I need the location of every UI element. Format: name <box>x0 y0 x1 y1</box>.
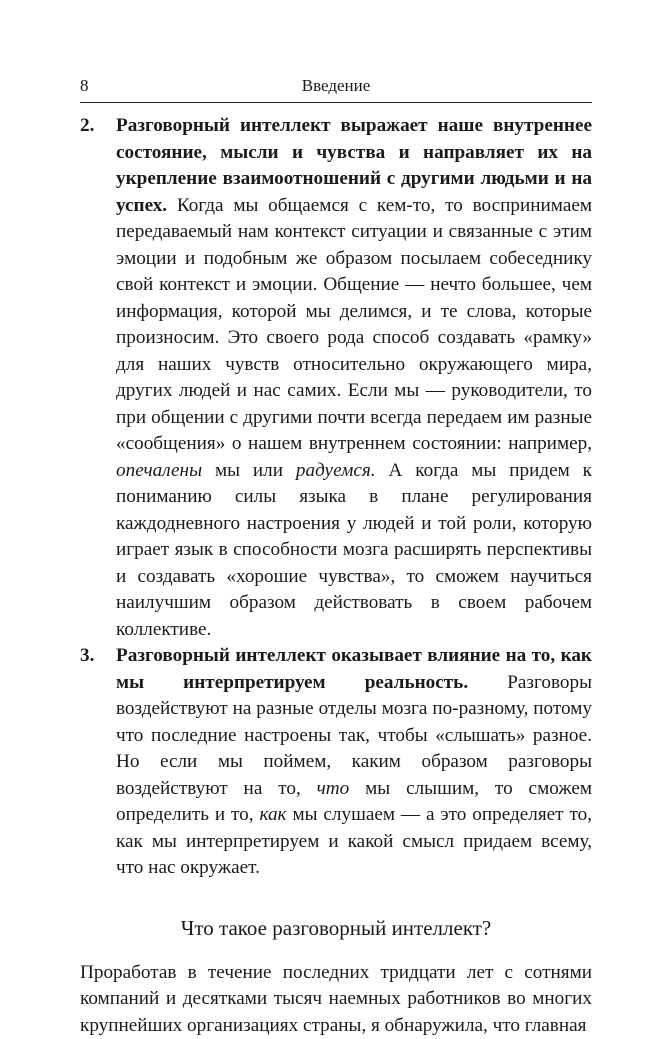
italic-word: радуемся. <box>296 460 376 481</box>
italic-word: опечалены <box>116 460 202 481</box>
list-item-number: 3. <box>80 643 116 882</box>
list-item-text <box>116 643 592 882</box>
page-number: 8 <box>80 76 89 96</box>
bold-lead-sentence: Разговорный интеллект оказывает влияние на то, как мы интерпретируем реальность. <box>116 645 592 693</box>
list-item-text <box>116 113 592 643</box>
body-text: Разговоры воздействуют на разные отделы мозга по-разному, потому что последние настроены так, чтобы «слышать» разное. Но если мы поймем, каким образом разговоры воздействуют на то, <box>116 672 592 799</box>
body-text: мы слушаем — а это определяет то, как мы интерпретируем и какой смысл придаем всему, что нас окружает. <box>116 804 592 878</box>
running-header <box>80 74 592 103</box>
list-item-number: 2. <box>80 113 116 643</box>
body-text: А когда мы придем к пониманию силы языка в плане регулирования каждодневного настроения у людей и той роли, которую играет язык в способности мозга расширять перспективы и создавать «хорошие чувства», то сможем научиться наилучшим образом действовать в своем рабочем коллективе. <box>116 460 592 640</box>
section-heading: Что такое разговорный интеллект? <box>80 914 592 942</box>
body-text: мы или <box>202 460 296 481</box>
list-item <box>80 113 592 643</box>
italic-word: что <box>317 778 350 799</box>
running-title: Введение <box>80 76 592 96</box>
body-text: Когда мы общаемся с кем-то, то воспринимаем передаваемый нам контекст ситуации и связанные с этим эмоции и подобным же образом посылаем собеседнику свой контекст и эмоции. Общение — нечто большее, чем информация, которой мы делимся, и те слова, которые произносим. Это своего рода способ создавать «рамку» для наших чувств относительно окружающего мира, других людей и нас самих. Если мы — руководители, то при общении с другими почти всегда передаем им разные «сообщения» о нашем внутреннем состоянии: например, <box>116 195 592 455</box>
bold-lead-sentence: Разговорный интеллект выражает наше внутреннее состояние, мысли и чувства и направляет их на укрепление взаимоотношений с другими людьми и на успех. <box>116 115 592 216</box>
body-text: мы слышим, то сможем определить и то, <box>116 778 592 826</box>
list-item <box>80 643 592 882</box>
page-content <box>80 113 592 1039</box>
body-paragraph: Проработав в течение последних тридцати лет с сотнями компаний и десятками тысяч наемных работников во многих крупнейших организациях страны, я обнаружила, что главная <box>80 960 592 1039</box>
italic-word: как <box>259 804 286 825</box>
